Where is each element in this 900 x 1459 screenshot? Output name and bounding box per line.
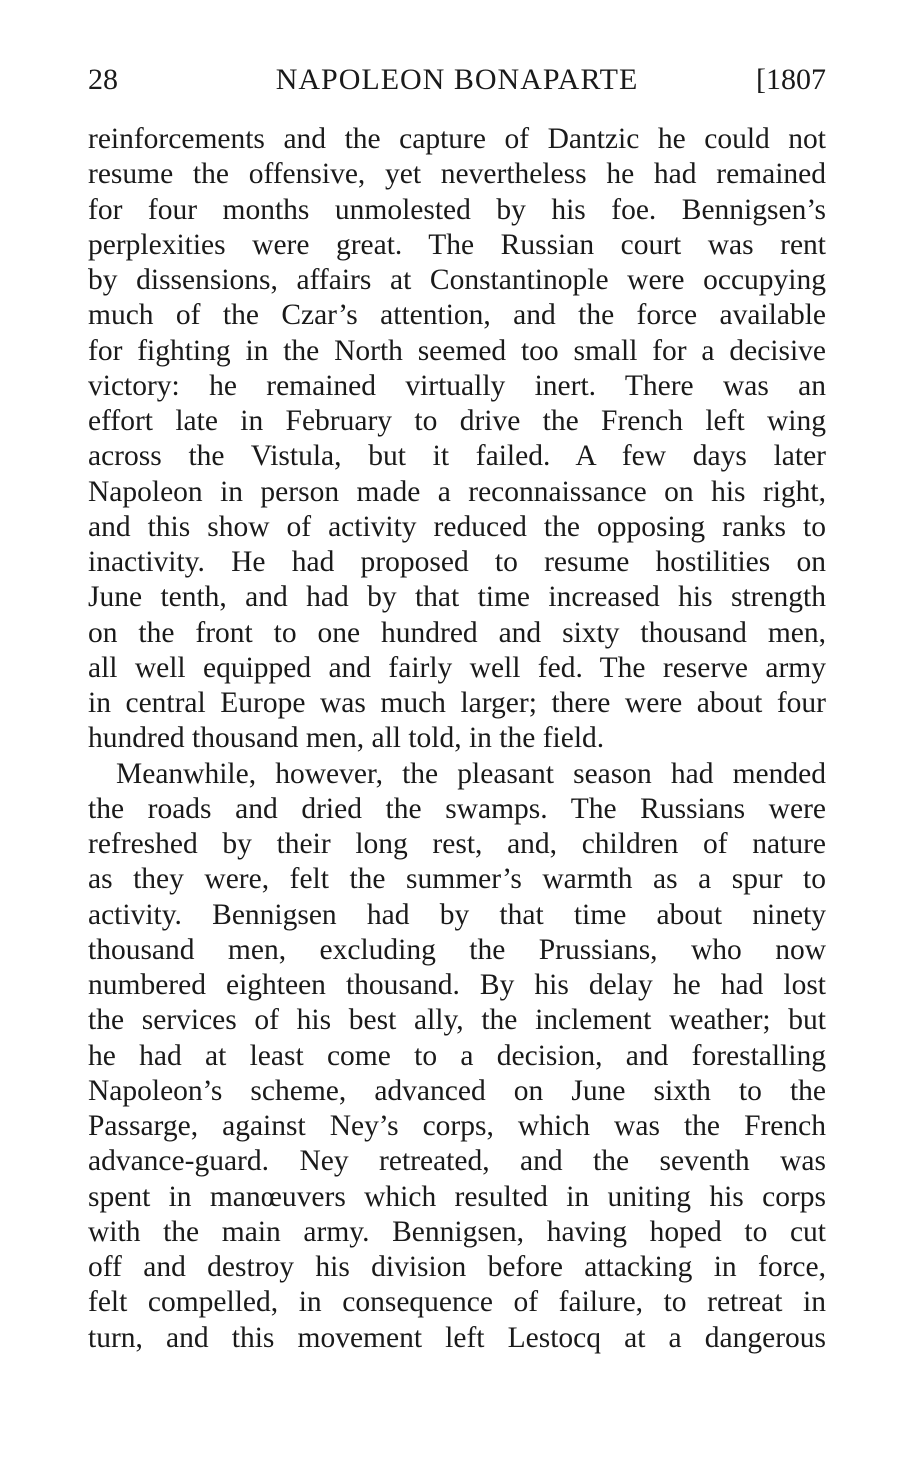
- text-line: perplexities were great. The Russian court was rent: [88, 228, 826, 261]
- text-line: spent in manœuvers which resulted in uniting his corps: [88, 1180, 826, 1213]
- text-line: hundred thousand men, all told, in the field.: [88, 722, 605, 755]
- text-line: he had at least come to a decision, and forestalling: [88, 1039, 826, 1072]
- text-line: felt compelled, in consequence of failure, to retreat in: [88, 1286, 826, 1319]
- text-line: advance-guard. Ney retreated, and the seventh was: [88, 1145, 826, 1178]
- text-line: for four months unmolested by his foe. Bennigsen’s: [88, 193, 826, 226]
- text-line: by dissensions, affairs at Constantinople were occupying: [88, 264, 826, 296]
- text-line: effort late in February to drive the French left wing: [88, 405, 826, 437]
- text-line: inactivity. He had proposed to resume hostilities on: [88, 546, 826, 578]
- book-title: NAPOLEON BONAPARTE: [275, 63, 639, 96]
- text-line: the services of his best ally, the inclement weather; but: [88, 1004, 826, 1037]
- text-line: thousand men, excluding the Prussians, who now: [88, 933, 826, 966]
- text-line: activity. Bennigsen had by that time about ninety: [88, 898, 826, 931]
- text-line: reinforcements and the capture of Dantzic he could not: [88, 123, 826, 155]
- book-page: [88, 60, 826, 1356]
- text-line: Napoleon’s scheme, advanced on June sixth to the: [88, 1074, 826, 1107]
- paragraph-1: [88, 122, 826, 757]
- text-line: across the Vistula, but it failed. A few days later: [88, 440, 826, 473]
- page-number: 28: [88, 63, 118, 96]
- chapter-year: [1807: [756, 63, 826, 96]
- text-line: much of the Czar’s attention, and the force available: [88, 299, 826, 332]
- text-line: numbered eighteen thousand. By his delay he had lost: [88, 969, 826, 1001]
- text-line: for fighting in the North seemed too small for a decisive: [88, 334, 826, 367]
- paragraph-2: [88, 757, 826, 1356]
- text-line: and this show of activity reduced the opposing ranks to: [88, 510, 826, 543]
- text-line: off and destroy his division before attacking in force,: [88, 1251, 826, 1283]
- text-line: with the main army. Bennigsen, having hoped to cut: [88, 1215, 826, 1248]
- text-line: all well equipped and fairly well fed. The reserve army: [88, 651, 826, 684]
- text-line: as they were, felt the summer’s warmth as a spur to: [88, 863, 826, 896]
- text-line: Napoleon in person made a reconnaissance on his right,: [88, 475, 826, 508]
- text-line: in central Europe was much larger; there were about four: [88, 687, 826, 719]
- text-line: resume the offensive, yet nevertheless he had remained: [88, 158, 826, 191]
- text-line: June tenth, and had by that time increased his strength: [88, 581, 826, 614]
- text-line: on the front to one hundred and sixty thousand men,: [88, 616, 826, 649]
- text-line: victory: he remained virtually inert. There was an: [88, 369, 826, 402]
- text-line: turn, and this movement left Lestocq at a dangerous: [88, 1321, 826, 1354]
- text-line: Meanwhile, however, the pleasant season had mended: [116, 757, 826, 790]
- text-line: the roads and dried the swamps. The Russians were: [88, 792, 826, 825]
- text-line: Passarge, against Ney’s corps, which was the French: [88, 1110, 826, 1142]
- body-text: [88, 122, 826, 1356]
- text-line: refreshed by their long rest, and, children of nature: [88, 828, 826, 860]
- running-head: [88, 60, 826, 100]
